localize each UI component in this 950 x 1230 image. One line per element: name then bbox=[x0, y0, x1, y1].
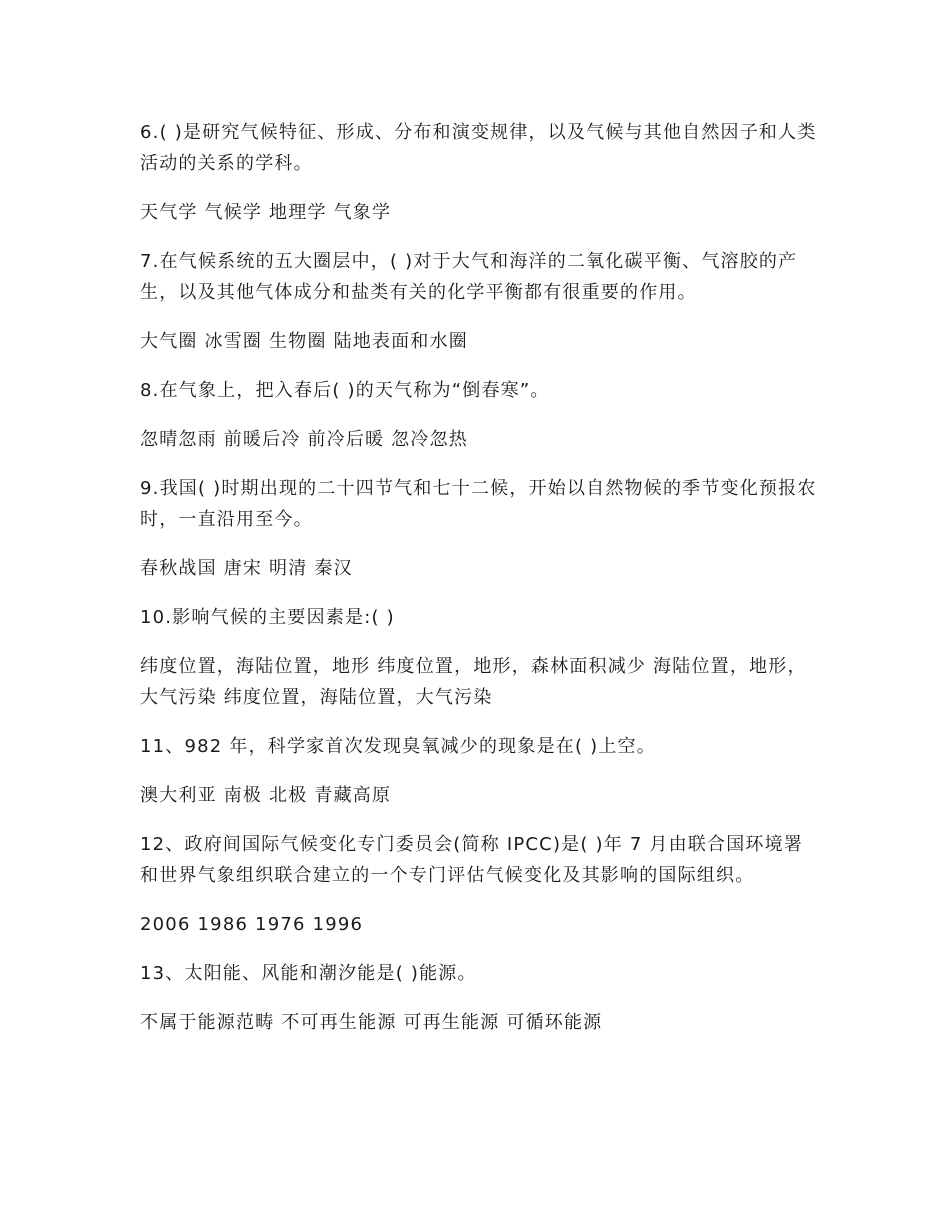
question-10: 10.影响气候的主要因素是:( ) bbox=[140, 607, 395, 628]
question-13: 13、太阳能、风能和潮汐能是( )能源。 bbox=[140, 963, 477, 984]
options-12: 2006 1986 1976 1996 bbox=[140, 914, 364, 935]
question-7: 7.在气候系统的五大圈层中，( )对于大气和海洋的二氧化碳平衡、气溶胶的产生，以及其他气体成分和盐类有关的化学平衡都有很重要的作用。 bbox=[140, 251, 798, 303]
options-10: 纬度位置，海陆位置，地形 纬度位置，地形，森林面积减少 海陆位置，地形，大气污染 纬度位置，海陆位置，大气污染 bbox=[140, 656, 807, 708]
options-6: 天气学 气候学 地理学 气象学 bbox=[140, 202, 392, 223]
options-11: 澳大利亚 南极 北极 青藏高原 bbox=[140, 785, 392, 806]
options-8: 忽晴忽雨 前暖后冷 前冷后暖 忽冷忽热 bbox=[140, 429, 468, 450]
question-11: 11、982 年，科学家首次发现臭氧减少的现象是在( )上空。 bbox=[140, 736, 656, 757]
options-9: 春秋战国 唐宋 明清 秦汉 bbox=[140, 558, 353, 579]
question-12: 12、政府间国际气候变化专门委员会(简称 IPCC)是( )年 7 月由联合国环境署和世界气象组织联合建立的一个专门评估气候变化及其影响的国际组织。 bbox=[140, 834, 804, 886]
options-7: 大气圈 冰雪圈 生物圈 陆地表面和水圈 bbox=[140, 331, 468, 352]
question-9: 9.我国( )时期出现的二十四节气和七十二候，开始以自然物候的季节变化预报农时，一直沿用至今。 bbox=[140, 478, 817, 530]
question-6: 6.( )是研究气候特征、形成、分布和演变规律，以及气候与其他自然因子和人类活动的关系的学科。 bbox=[140, 122, 817, 174]
options-13: 不属于能源范畴 不可再生能源 可再生能源 可循环能源 bbox=[140, 1012, 603, 1033]
question-8: 8.在气象上，把入春后( )的天气称为“倒春寒”。 bbox=[140, 380, 550, 401]
